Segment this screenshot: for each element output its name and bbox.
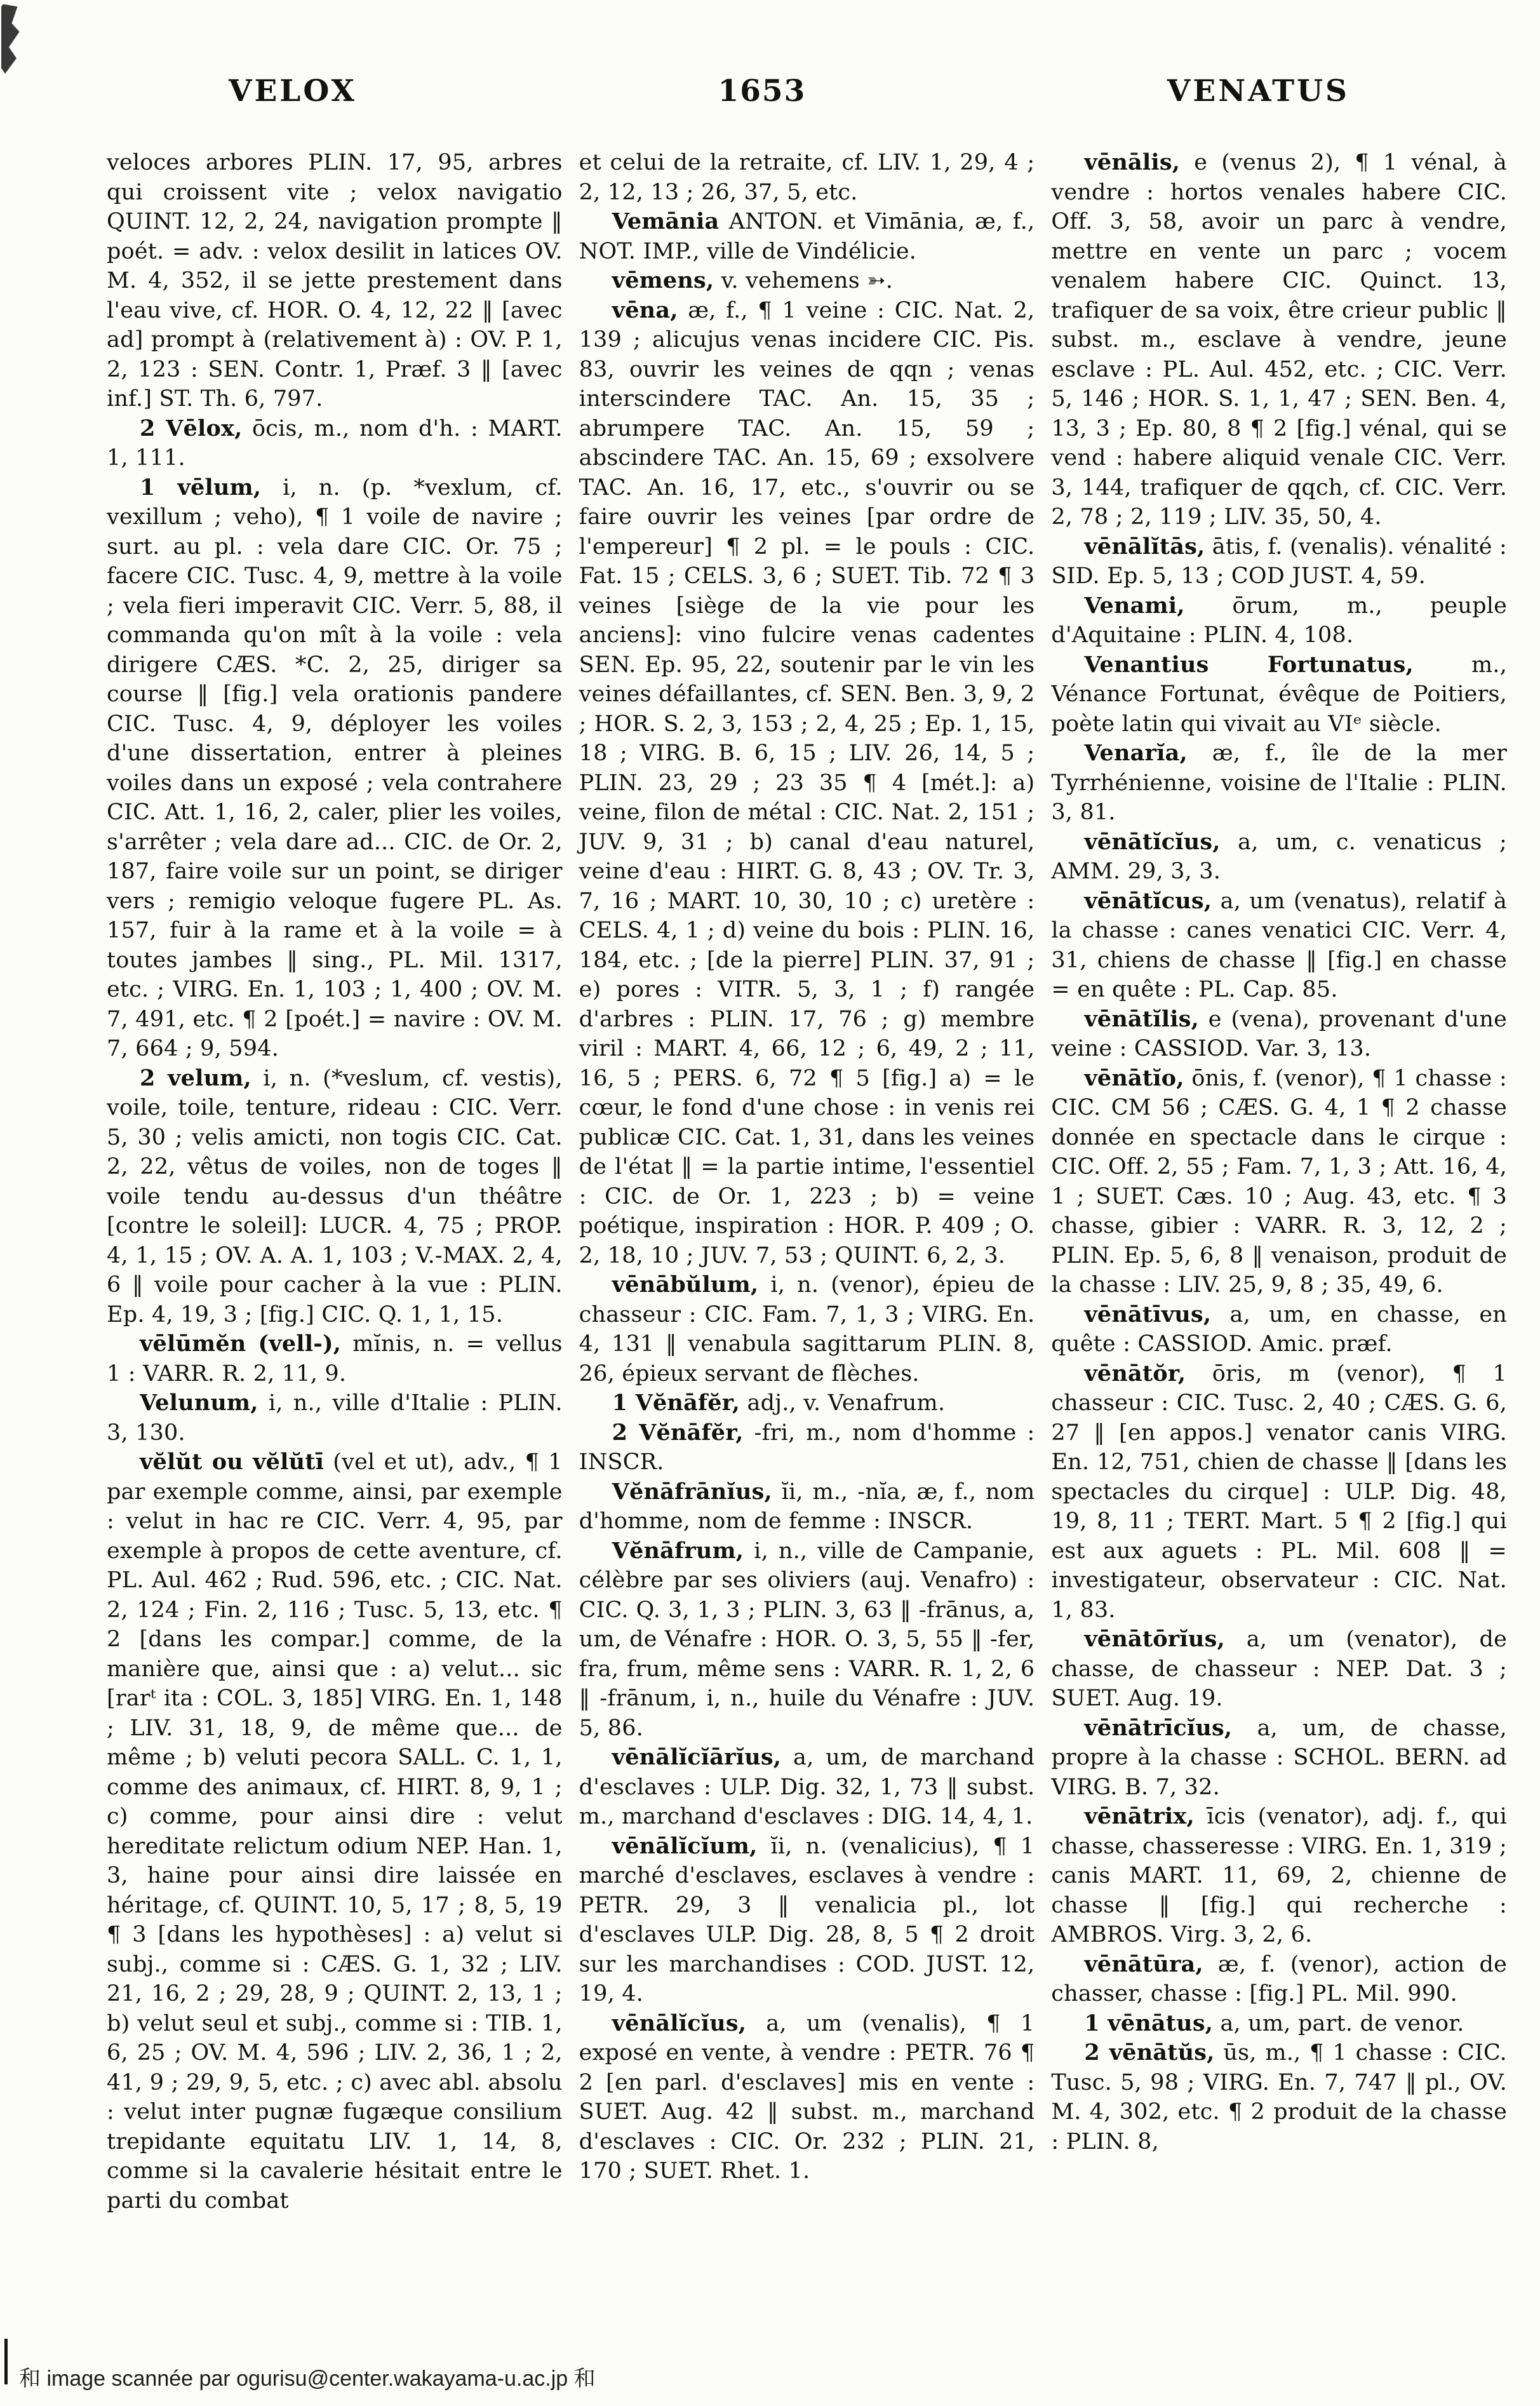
entry-headword: vēnābŭlum, (612, 1272, 759, 1298)
running-head (0, 0, 1540, 109)
entry-continuation: et celui de la retraite, cf. LIV. 1, 29, 4 ; 2, 12, 13 ; 26, 37, 5, etc. (579, 150, 1035, 205)
entry-headword: vēlūmĕn (vell-), (140, 1331, 342, 1357)
entry-headword: vēnātrix, (1084, 1803, 1195, 1829)
scan-line-artifact (4, 2339, 8, 2384)
entry-headword: vēnātŏr, (1084, 1360, 1186, 1387)
page-number: 1653 (718, 74, 807, 109)
dictionary-entry: vēnālĭcĭus, a, um (venalis), ¶ 1 exposé en vente, à vendre : PETR. 76 ¶ 2 [en parl. d'esclaves] mis en vente : SUET. Aug. 42 ‖ subst. m., marchand d'esclaves : CIC. Or. 232 ; PLIN. 21, 170 ; SUET. Rhet. 1. (579, 2010, 1035, 2184)
dictionary-entry: vēnātrix, īcis (venator), adj. f., qui chasse, chasseresse : VIRG. En. 1, 319 ; canis MART. 11, 69, 2, chienne de chasse ‖ [fig.] qui recherche : AMBROS. Virg. 3, 2, 6. (1051, 1803, 1508, 1947)
entry-headword: vēnātīvus, (1084, 1301, 1212, 1327)
dictionary-entry: vēnātrīcĭus, a, um, de chasse, propre à la chasse : SCHOL. BERN. ad VIRG. B. 7, 32. (1051, 1714, 1508, 1800)
column-1 (107, 148, 563, 2215)
text-columns (0, 109, 1540, 2215)
entry-headword: vēnālĭcĭus, (612, 2010, 747, 2036)
entry-headword: 1 Vĕnāfĕr, (612, 1390, 740, 1416)
entry-headword: vĕlŭt ou vĕlŭtī (140, 1449, 325, 1475)
dictionary-entry: vēlūmĕn (vell-), mĭnis, n. = vellus 1 : VARR. R. 2, 11, 9. (107, 1331, 563, 1387)
entry-headword: Venantius Fortunatus, (1084, 651, 1414, 678)
dictionary-entry: vēnātĭo, ōnis, f. (venor), ¶ 1 chasse : CIC. CM 56 ; CÆS. G. 4, 1 ¶ 2 chasse donnée en spectacle dans le cirque : CIC. Off. 2, 55 ; Fam. 7, 1, 3 ; Att. 16, 4, 1 ; SUET. Cæs. 10 ; Aug. 43, etc. ¶ 3 chasse, gibier : VARR. R. 3, 12, 2 ; PLIN. Ep. 5, 6, 8 ‖ venaison, produit de la chasse : LIV. 25, 9, 8 ; 35, 49, 6. (1051, 1065, 1508, 1298)
dictionary-entry: vēnālis, e (venus 2), ¶ 1 vénal, à vendre : hortos venales habere CIC. Off. 3, 58, avoir un parc à vendre, mettre en vente un parc ; vocem venalem habere CIC. Quinct. 13, trafiquer de sa voix, être crieur public ‖ subst. m., esclave à vendre, jeune esclave : PL. Aul. 452, etc. ; CIC. Verr. 5, 146 ; HOR. S. 1, 1, 47 ; SEN. Ben. 4, 13, 3 ; Ep. 80, 8 ¶ 2 [fig.] vénal, qui se vend : habere aliquid venale CIC. Verr. 3, 144, trafiquer de qqch, cf. CIC. Verr. 2, 78 ; 2, 119 ; LIV. 35, 50, 4. (1051, 149, 1508, 530)
dictionary-entry: 2 velum, i, n. (*veslum, cf. vestis), voile, toile, tenture, rideau : CIC. Verr. 5, 30 ; velis amicti, non togis CIC. Cat. 2, 22, vêtus de voiles, non de toges ‖ voile tendu au-dessus d'un théâtre [contre le soleil]: LUCR. 4, 75 ; PROP. 4, 1, 15 ; OV. A. A. 1, 103 ; V.-MAX. 2, 4, 6 ‖ voile pour cacher à la vue : PLIN. Ep. 4, 19, 3 ; [fig.] CIC. Q. 1, 1, 15. (107, 1065, 563, 1327)
dictionary-entry: 2 Vĕnāfĕr, -fri, m., nom d'homme : INSCR. (579, 1419, 1035, 1475)
entry-headword: Vemānia (612, 208, 720, 234)
entry-headword: vēnālĭtās, (1084, 533, 1205, 560)
entry-headword: Vĕnāfrum, (612, 1537, 744, 1564)
entry-headword: Venarĭa, (1084, 740, 1188, 766)
entry-headword: vēnālis, (1084, 149, 1181, 175)
entry-headword: vēnātĭcus, (1084, 887, 1212, 914)
dictionary-entry: 2 vēnātŭs, ūs, m., ¶ 1 chasse : CIC. Tusc. 5, 98 ; VIRG. En. 7, 747 ‖ pl., OV. M. 4, 302, etc. ¶ 2 produit de la chasse : PLIN. 8, (1051, 2040, 1508, 2154)
dictionary-entry: vĕlŭt ou vĕlŭtī (vel et ut), adv., ¶ 1 par exemple comme, ainsi, par exemple : velut in hac re CIC. Verr. 4, 95, par exemple à propos de cette aventure, cf. PL. Aul. 462 ; Rud. 596, etc. ; CIC. Nat. 2, 124 ; Fin. 2, 116 ; Tusc. 5, 13, etc. ¶ 2 [dans les compar.] comme, de la manière que, ainsi que : a) velut... sic [rarᵗ ita : COL. 3, 185] VIRG. En. 1, 148 ; LIV. 31, 18, 9, de même que... de même ; b) veluti pecora SALL. C. 1, 1, comme des animaux, cf. HIRT. 8, 9, 1 ; c) comme, pour ainsi dire : velut hereditate relictum odium NEP. Han. 1, 3, haine pour ainsi dire laissée en héritage, cf. QUINT. 10, 5, 17 ; 8, 5, 19 ¶ 3 [dans les hypothèses] : a) velut si subj., comme si : CÆS. G. 1, 32 ; LIV. 21, 16, 2 ; 29, 28, 9 ; QUINT. 2, 13, 1 ; b) velut seul et subj., comme si : TIB. 1, 6, 25 ; OV. M. 4, 596 ; LIV. 2, 36, 1 ; 2, 41, 9 ; 29, 9, 5, etc. ; c) avec abl. absolu : velut inter pugnæ fugæque consilium trepidante equitatu LIV. 1, 14, 8, comme si la cavalerie hésitait entre le parti du combat (107, 1449, 563, 2214)
dictionary-entry: Velunum, i, n., ville d'Italie : PLIN. 3, 130. (107, 1390, 563, 1446)
entry-headword: Velunum, (140, 1390, 258, 1416)
dictionary-entry: vēmens, v. vehemens ➳. (612, 267, 894, 293)
entry-continuation: veloces arbores PLIN. 17, 95, arbres qui croissent vite ; velox navigatio QUINT. 12, 2, 24, navigation prompte ‖ poét. = adv. : velox desilit in latices OV. M. 4, 352, il se jette prestement dans l'eau vive, cf. HOR. O. 4, 12, 22 ‖ [avec ad] prompt à (relativement à) : OV. P. 1, 2, 123 : SEN. Contr. 1, Præf. 3 ‖ [avec inf.] ST. Th. 6, 797. (107, 150, 563, 412)
entry-headword: 2 Vēlox, (140, 415, 243, 441)
entry-headword: Venami, (1084, 592, 1185, 619)
dictionary-entry: vēnātīvus, a, um, en chasse, en quête : CASSIOD. Amic. præf. (1051, 1301, 1508, 1357)
entry-headword: 2 Vĕnāfĕr, (612, 1419, 744, 1446)
dictionary-entry: vēnātĭcĭus, a, um, c. venaticus ; AMM. 29, 3, 3. (1051, 828, 1508, 884)
entry-headword: vēnātĭlis, (1084, 1005, 1200, 1032)
entry-headword: 1 vēnātus, (1084, 2010, 1214, 2036)
dictionary-entry: vēnātĭcus, a, um (venatus), relatif à la chasse : canes venatici CIC. Verr. 4, 31, chiens de chasse ‖ [fig.] en chasse = en quête : PL. Cap. 85. (1051, 887, 1508, 1002)
dictionary-entry: Vĕnāfrānĭus, ĭi, m., -nĭa, æ, f., nom d'homme, nom de femme : INSCR. (579, 1478, 1035, 1534)
dictionary-entry: 1 Vĕnāfĕr, adj., v. Venafrum. (612, 1390, 946, 1416)
dictionary-entry: vēnālĭcĭārĭus, a, um, de marchand d'esclaves : ULP. Dig. 32, 1, 73 ‖ subst. m., marchand d'esclaves : DIG. 14, 4, 1. (579, 1744, 1035, 1829)
entry-headword: 2 velum, (140, 1065, 251, 1091)
entry-headword: Vĕnāfrānĭus, (612, 1478, 772, 1505)
entry-headword: vēnālĭcĭārĭus, (612, 1744, 782, 1770)
entry-headword: vēnātūra, (1084, 1951, 1203, 1977)
dictionary-entry: 1 vēlum, i, n. (p. *vexlum, cf. vexillum ; veho), ¶ 1 voile de navire ; surt. au pl. : vela dare CIC. Or. 75 ; facere CIC. Tusc. 4, 9, mettre à la voile ; vela fieri imperavit CIC. Verr. 5, 88, il commanda qu'on mît à la voile : vela dirigere CÆS. *C. 2, 25, diriger sa course ‖ [fig.] vela orationis pandere CIC. Tusc. 4, 9, déployer les voiles d'une dissertation, entrer à pleines voiles dans un exposé ; vela contrahere CIC. Att. 1, 16, 2, caler, plier les voiles, s'arrêter ; vela dare ad... CIC. de Or. 2, 187, faire voile sur un point, se diriger vers ; remigio veloque fugere PL. As. 157, fuir à la rame et à la voile = à toutes jambes ‖ sing., PL. Mil. 1317, etc. ; VIRG. En. 1, 103 ; 1, 400 ; OV. M. 7, 491, etc. ¶ 2 [poét.] = navire : OV. M. 7, 664 ; 9, 594. (107, 474, 563, 1061)
entry-headword: vēmens, (612, 267, 714, 293)
dictionary-entry: Vemānia ANTON. et Vimānia, æ, f., NOT. IMP., ville de Vindélicie. (579, 208, 1035, 264)
header-left-keyword: VELOX (229, 74, 357, 109)
header-right-keyword: VENATUS (1167, 74, 1349, 109)
dictionary-entry: vēnātōrĭus, a, um (venator), de chasse, de chasseur : NEP. Dat. 3 ; SUET. Aug. 19. (1051, 1626, 1508, 1711)
dictionary-entry: vēnātŏr, ōris, m (venor), ¶ 1 chasseur : CIC. Tusc. 2, 40 ; CÆS. G. 6, 27 ‖ [en appos.] venator canis VIRG. En. 12, 751, chien de chasse ‖ [dans les spectacles du cirque] : ULP. Dig. 48, 19, 8, 11 ; TERT. Mart. 5 ¶ 2 [fig.] qui est aux aguets : PL. Mil. 608 ‖ = investigateur, observateur : CIC. Nat. 1, 83. (1051, 1360, 1508, 1623)
dictionary-entry: vēnātĭlis, e (vena), provenant d'une veine : CASSIOD. Var. 3, 13. (1051, 1005, 1508, 1061)
dictionary-entry: vēnālĭtās, ātis, f. (venalis). vénalité : SID. Ep. 5, 13 ; COD JUST. 4, 59. (1051, 533, 1508, 589)
dictionary-entry: vēnālĭcĭum, ĭi, n. (venalicius), ¶ 1 marché d'esclaves, esclaves à vendre : PETR. 29, 3 ‖ venalicia pl., lot d'esclaves ULP. Dig. 28, 8, 5 ¶ 2 droit sur les marchandises : COD. JUST. 12, 19, 4. (579, 1832, 1035, 2006)
entry-headword: 1 vēlum, (140, 474, 262, 501)
entry-headword: vēnālĭcĭum, (612, 1832, 758, 1859)
dictionary-entry: Venami, ōrum, m., peuple d'Aquitaine : PLIN. 4, 108. (1051, 592, 1508, 648)
entry-headword: vēnātōrĭus, (1084, 1626, 1225, 1652)
dictionary-entry: 2 Vēlox, ōcis, m., nom d'h. : MART. 1, 111. (107, 415, 563, 471)
entry-headword: 2 vēnātŭs, (1084, 2040, 1215, 2066)
scan-caption: 和 image scannée par ogurisu@center.wakayama-u.ac.jp 和 (19, 2367, 596, 2391)
entry-headword: vēnātĭo, (1084, 1065, 1184, 1091)
column-2 (579, 148, 1035, 2215)
dictionary-entry: vēna, æ, f., ¶ 1 veine : CIC. Nat. 2, 139 ; alicujus venas incidere CIC. Pis. 83, ouvrir les veines de qqn ; venas interscindere TAC. An. 15, 35 ; abrumpere TAC. An. 15, 59 ; abscindere TAC. An. 15, 69 ; exsolvere TAC. An. 16, 17, etc., s'ouvrir ou se faire ouvrir les veines [par ordre de l'empereur] ¶ 2 pl. = le pouls : CIC. Fat. 15 ; CELS. 3, 6 ; SUET. Tib. 72 ¶ 3 veines [siège de la vie pour les anciens]: vino fulcire venas cadentes SEN. Ep. 95, 22, soutenir par le vin les veines défaillantes, cf. SEN. Ben. 3, 9, 2 ; HOR. S. 2, 3, 153 ; 2, 4, 25 ; Ep. 1, 15, 18 ; VIRG. B. 6, 15 ; LIV. 26, 14, 5 ; PLIN. 23, 29 ; 23 35 ¶ 4 [mét.]: a) veine, filon de métal : CIC. Nat. 2, 151 ; JUV. 9, 31 ; b) canal d'eau naturel, veine d'eau : HIRT. G. 8, 43 ; OV. Tr. 3, 7, 16 ; MART. 10, 30, 10 ; c) uretère : CELS. 4, 1 ; d) veine du bois : PLIN. 16, 184, etc. ; [de la pierre] PLIN. 37, 91 ; e) pores : VITR. 5, 3, 1 ; f) rangée d'arbres : PLIN. 17, 76 ; g) membre viril : MART. 4, 66, 12 ; 6, 49, 2 ; 11, 16, 5 ; PERS. 6, 72 ¶ 5 [fig.] a) = le cœur, le fond d'une chose : in venis rei publicæ CIC. Cat. 1, 31, dans les veines de l'état ‖ = la partie intime, l'essentiel : CIC. de Or. 1, 223 ; b) = veine poétique, inspiration : HOR. P. 409 ; O. 2, 18, 10 ; JUV. 7, 53 ; QUINT. 6, 2, 3. (579, 297, 1035, 1268)
dictionary-entry: Vĕnāfrum, i, n., ville de Campanie, célèbre par ses oliviers (auj. Venafro) : CIC. Q. 3, 1, 3 ; PLIN. 3, 63 ‖ -frānus, a, um, de Vénafre : HOR. O. 3, 5, 55 ‖ -fer, fra, frum, même sens : VARR. R. 1, 2, 6 ‖ -frānum, i, n., huile du Vénafre : JUV. 5, 86. (579, 1537, 1035, 1741)
column-3 (1051, 148, 1507, 2215)
entry-headword: vēnātrīcĭus, (1084, 1714, 1233, 1741)
dictionary-entry: vēnātūra, æ, f. (venor), action de chasser, chasse : [fig.] PL. Mil. 990. (1051, 1951, 1508, 2006)
dictionary-entry: Venarĭa, æ, f., île de la mer Tyrrhénienne, voisine de l'Italie : PLIN. 3, 81. (1051, 740, 1508, 825)
entry-headword: vēna, (612, 297, 678, 323)
dictionary-entry: Venantius Fortunatus, m., Vénance Fortunat, évêque de Poitiers, poète latin qui vivait au VIᵉ siècle. (1051, 651, 1508, 737)
entry-headword: vēnātĭcĭus, (1084, 828, 1221, 855)
dictionary-entry: 1 vēnātus, a, um, part. de venor. (1084, 2010, 1464, 2036)
dictionary-entry: vēnābŭlum, i, n. (venor), épieu de chasseur : CIC. Fam. 7, 1, 3 ; VIRG. En. 4, 131 ‖ venabula sagittarum PLIN. 8, 26, épieux servant de flèches. (579, 1272, 1035, 1387)
